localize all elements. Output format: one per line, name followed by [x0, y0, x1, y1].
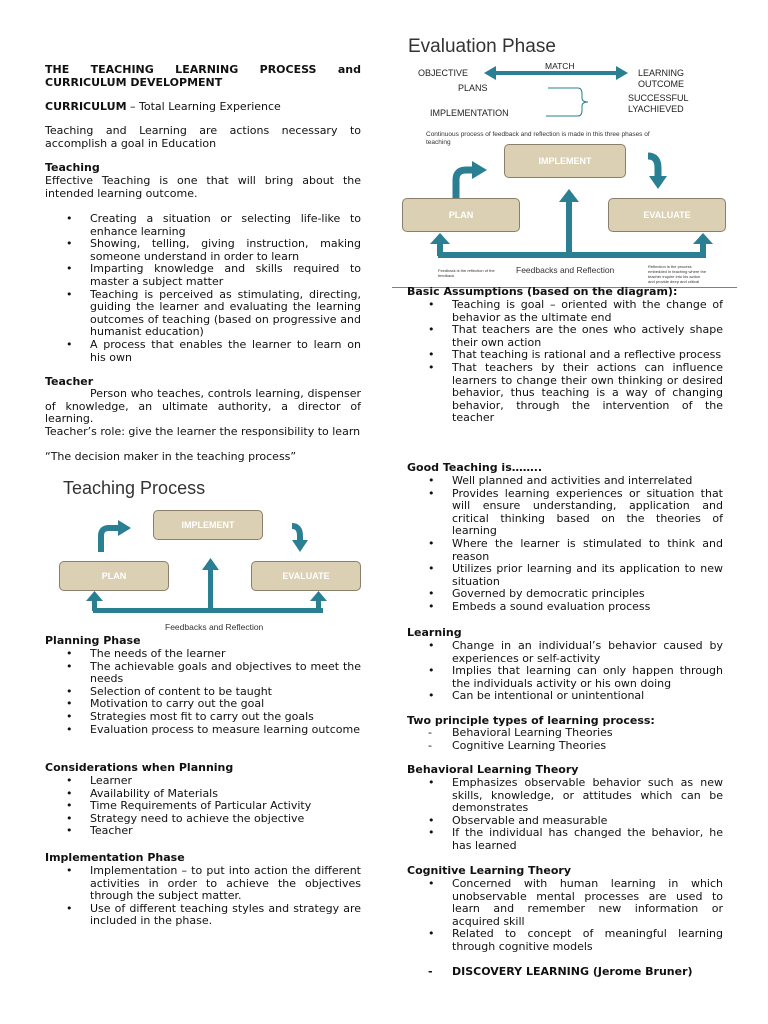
arrow-stem-center — [566, 198, 572, 256]
cognitive-list — [407, 878, 723, 954]
list-item: • Emphasizes observable behavior such as new skills, knowledge, or attitudes which can be demonstrates — [407, 777, 723, 815]
bracket — [546, 88, 588, 116]
list-item: • Embeds a sound evaluation process — [407, 601, 723, 614]
list-item: - Behavioral Learning Theories — [407, 727, 723, 740]
list-item: • Utilizes prior learning and its application to new situation — [407, 563, 723, 588]
feedback-bar — [438, 252, 706, 258]
diagram-caption: Feedbacks and Reflection — [165, 622, 264, 632]
title-line-1: THE TEACHING LEARNING PROCESS and — [45, 63, 361, 76]
planning-heading: Planning Phase — [45, 634, 141, 647]
teaching-process-arrows — [45, 474, 370, 634]
list-item: • Teacher — [45, 825, 361, 838]
arrow-head — [118, 520, 131, 536]
considerations-list — [45, 775, 361, 838]
plan-box: PLAN — [59, 561, 169, 591]
arrow-implement-evaluate — [292, 526, 300, 540]
list-item: • The achievable goals and objectives to meet the needs — [45, 661, 361, 686]
learning-heading: Learning — [407, 626, 462, 639]
cognitive-heading: Cognitive Learning Theory — [407, 864, 571, 877]
types-heading: Two principle types of learning process: — [407, 714, 655, 727]
implement-box: IMPLEMENT — [504, 144, 626, 178]
list-item: • Time Requirements of Particular Activity — [45, 800, 361, 813]
list-item: • Concerned with human learning in which unobservable mental processes are used to learn and remember new information or acquired skill — [407, 878, 723, 928]
list-item: • Showing, telling, giving instruction, making someone understand in order to learn — [45, 238, 361, 263]
teaching-definition: Effective Teaching is one that will bring about the intended learning outcome. — [45, 174, 361, 200]
document-title — [45, 64, 361, 89]
list-item: • Observable and measurable — [407, 815, 723, 828]
implementation-list — [45, 865, 361, 928]
teaching-heading: Teaching — [45, 161, 100, 174]
plans-label: PLANS — [458, 83, 488, 93]
curriculum-definition — [45, 101, 361, 114]
teaching-list — [45, 213, 361, 364]
implement-box: IMPLEMENT — [153, 510, 263, 540]
arrow-plan-implement — [101, 528, 119, 552]
list-item: • Use of different teaching styles and strategy are included in the phase. — [45, 903, 361, 928]
list-item: • Where the learner is stimulated to think and reason — [407, 538, 723, 563]
list-item: • Implementation – to put into action the different activities in order to achieve the objectives through the subject matter. — [45, 865, 361, 903]
teacher-role: Teacher’s role: give the learner the responsibility to learn — [45, 425, 361, 438]
list-item: - Cognitive Learning Theories — [407, 740, 723, 753]
list-item: • Teaching is goal – oriented with the change of behavior as the ultimate end — [407, 299, 723, 324]
list-item: • If the individual has changed the behavior, he has learned — [407, 827, 723, 852]
arrow-head — [86, 591, 103, 601]
list-item: • That teaching is rational and a reflective process — [407, 349, 723, 362]
evaluate-box: EVALUATE — [251, 561, 361, 591]
list-item: • That teachers by their actions can influence learners to change their own thinking or desired behavior, thus teaching is a way of changing behavior, through the intervention of the teacher — [407, 362, 723, 425]
list-item: • Imparting knowledge and skills required to master a subject matter — [45, 263, 361, 288]
evaluation-phase-diagram — [400, 30, 740, 288]
list-item: • Evaluation process to measure learning outcome — [45, 724, 361, 737]
implementation-heading: Implementation Phase — [45, 851, 185, 864]
list-item: • Change in an individual’s behavior caused by experiences or self-activity — [407, 640, 723, 665]
curriculum-def: – Total Learning Experience — [126, 100, 281, 113]
list-item: • That teachers are the ones who actively shape their own action — [407, 324, 723, 349]
assumptions-list — [407, 299, 723, 425]
learning-list — [407, 640, 723, 703]
list-item: • Creating a situation or selecting life-like to enhance learning — [45, 213, 361, 238]
types-list — [407, 727, 723, 752]
list-item: • Teaching is perceived as stimulating, directing, guiding the learner and evaluating the learning outcomes of teaching (based on progressive and humanist education) — [45, 289, 361, 339]
list-item: • Provides learning experiences or situation that will ensure understanding, application and critical thinking based on the theories of learning — [407, 488, 723, 538]
list-item: • Can be intentional or unintentional — [407, 690, 723, 703]
discovery-learning: - DISCOVERY LEARNING (Jerome Bruner) — [407, 966, 723, 979]
list-item: • The needs of the learner — [45, 648, 361, 661]
teacher-heading: Teacher — [45, 375, 94, 388]
arrow-plan-implement — [456, 170, 474, 200]
teacher-definition: Person who teaches, controls learning, dispenser of knowledge, an ultimate authority, a director of learning. — [45, 387, 361, 426]
objective-label: OBJECTIVE — [418, 68, 469, 78]
planning-list — [45, 648, 361, 736]
continuous-note: Continuous process of feedback and reflection is made in this three phases of teaching — [426, 131, 650, 146]
list-item: • Learner — [45, 775, 361, 788]
discovery-list — [407, 966, 723, 979]
list-item: • Related to concept of meaningful learning through cognitive models — [407, 928, 723, 953]
title-line-2: CURRICULUM DEVELOPMENT — [45, 75, 223, 89]
good-teaching-list — [407, 475, 723, 614]
implementation-label: IMPLEMENTATION — [430, 108, 509, 118]
diagram-title: Evaluation Phase — [408, 36, 556, 57]
arrow-head — [202, 558, 219, 570]
list-item: • Availability of Materials — [45, 788, 361, 801]
reflection-note: Reflection is the process embedded in teaching where the teacher inquire into his action and provide deep and critical — [648, 264, 707, 284]
feedback-note: Feedback is the reflection of the feedback — [438, 268, 495, 278]
teacher-quote: “The decision maker in the teaching process” — [45, 450, 297, 463]
evaluate-box: EVALUATE — [608, 198, 726, 232]
match-label: MATCH — [545, 61, 575, 71]
learning-outcome-label: LEARNING OUTCOME — [638, 68, 685, 89]
list-item: • Strategy need to achieve the objective — [45, 813, 361, 826]
successful-label: SUCCESSFUL LYACHIEVED — [628, 93, 689, 114]
curriculum-label: CURRICULUM — [45, 100, 127, 113]
plan-box: PLAN — [402, 198, 520, 232]
list-item: • Well planned and activities and interrelated — [407, 475, 723, 488]
list-item: • A process that enables the learner to learn on his own — [45, 339, 361, 364]
list-item: • Strategies most fit to carry out the goals — [45, 711, 361, 724]
arrow-head — [292, 540, 308, 552]
arrow-head — [310, 591, 327, 601]
diagram-title: Teaching Process — [63, 478, 206, 498]
list-item: • Governed by democratic principles — [407, 588, 723, 601]
list-item: • Motivation to carry out the goal — [45, 698, 361, 711]
behavioral-heading: Behavioral Learning Theory — [407, 763, 579, 776]
list-item: • Implies that learning can only happen through the individuals activity or his own doing — [407, 665, 723, 690]
considerations-heading: Considerations when Planning — [45, 761, 234, 774]
list-item: • Selection of content to be taught — [45, 686, 361, 699]
behavioral-list — [407, 777, 723, 853]
good-teaching-heading: Good Teaching is…….. — [407, 461, 543, 474]
arrow-stem-center — [208, 568, 213, 613]
assumptions-heading: Basic Assumptions (based on the diagram): — [407, 285, 678, 298]
intro-paragraph: Teaching and Learning are actions necessary to accomplish a goal in Education — [45, 124, 361, 150]
feedback-bar — [93, 608, 323, 613]
teaching-process-diagram — [45, 474, 370, 634]
diagram-caption: Feedbacks and Reflection — [516, 265, 615, 275]
